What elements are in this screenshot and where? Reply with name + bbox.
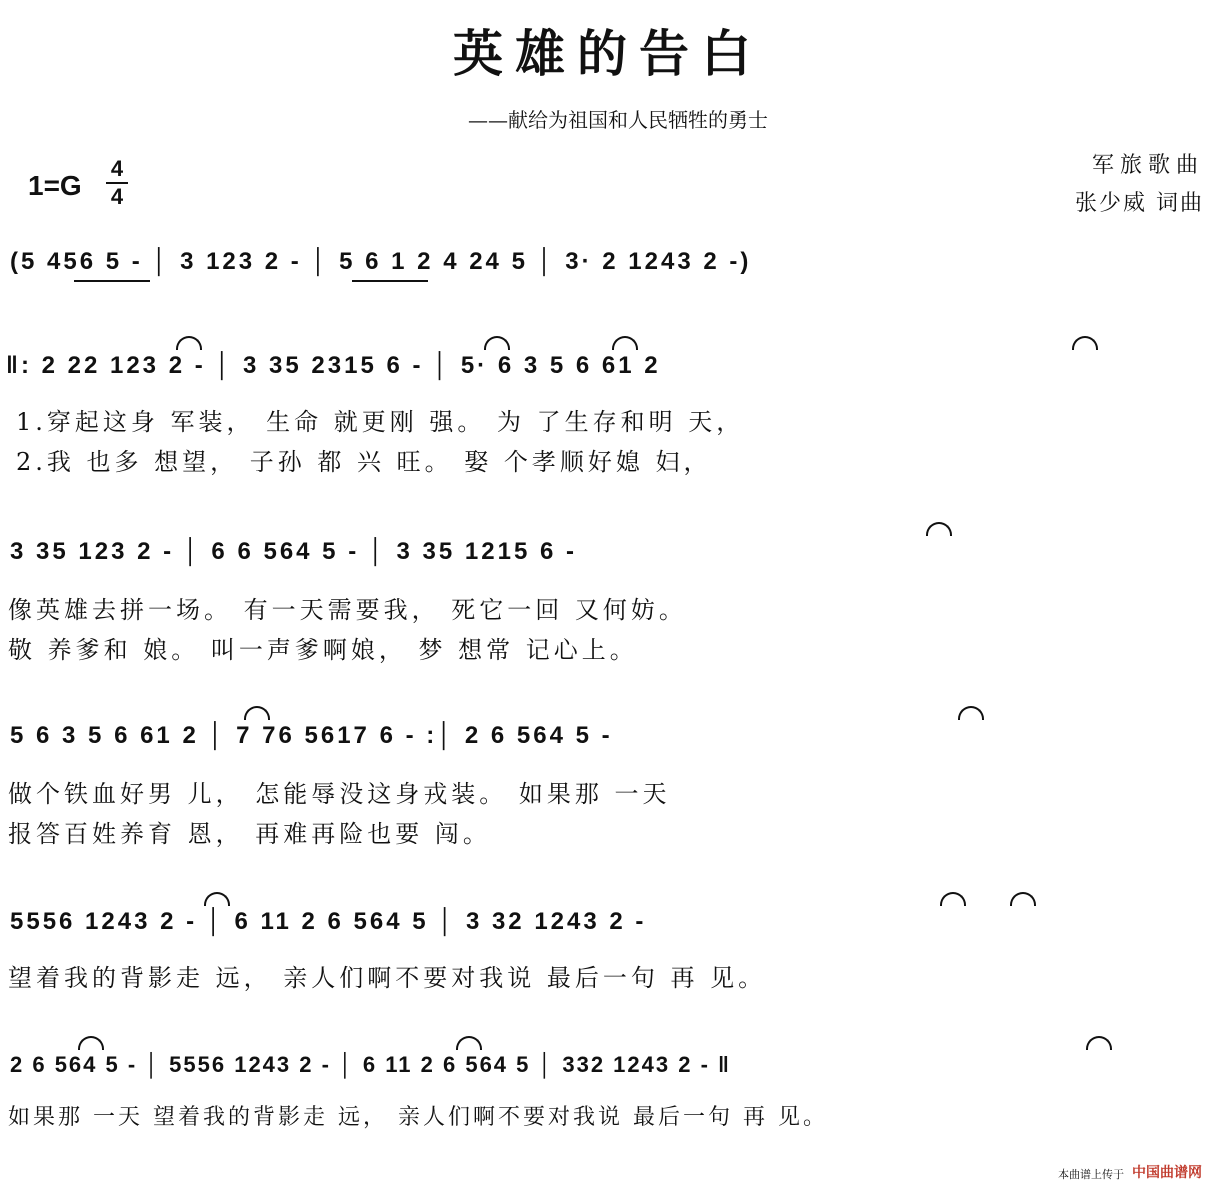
slur: [612, 336, 638, 350]
beam: [352, 280, 428, 282]
slur: [1072, 336, 1098, 350]
slur: [1086, 1036, 1112, 1050]
slur: [1010, 892, 1036, 906]
slur: [456, 1036, 482, 1050]
slur: [176, 336, 202, 350]
score-row-3-notes: 5 6 3 5 6 61 2 │ 7 76 5617 6 - :│ 2 6 564 5 -: [10, 722, 613, 749]
score-row-2-notes: 3 35 123 2 - │ 6 6 564 5 - │ 3 35 1215 6 -: [10, 538, 577, 565]
score-row-intro-notes: (5 456 5 - │ 3 123 2 - │ 5 6 1 2 4 24 5 │ 3· 2 1243 2 -): [10, 248, 752, 275]
lyrics-row-1-verse-1: 1.穿起这身 军装， 生命 就更刚 强。 为 了生存和明 天，: [16, 408, 745, 436]
slur: [78, 1036, 104, 1050]
beam: [74, 280, 150, 282]
slur: [940, 892, 966, 906]
site-logo: 中国曲谱网: [1132, 1164, 1202, 1180]
lyrics-row-4-verse-1: 望着我的背影走 远， 亲人们啊不要对我说 最后一句 再 见。: [8, 964, 767, 992]
lyrics-row-1-verse-2: 2.我 也多 想望， 子孙 都 兴 旺。 娶 个孝顺好媳 妇，: [16, 448, 712, 476]
song-title: 英雄的告白: [453, 24, 763, 83]
slur: [244, 706, 270, 720]
slur: [958, 706, 984, 720]
score-row-4-notes: 5556 1243 2 - │ 6 11 2 6 564 5 │ 3 32 1243 2 -: [10, 908, 647, 935]
time-signature-top: 4: [110, 156, 124, 181]
credit-author: 张少威 词曲: [1075, 191, 1204, 216]
credit-genre: 军旅歌曲: [1091, 153, 1204, 178]
slur: [204, 892, 230, 906]
time-signature: [106, 158, 128, 208]
lyrics-row-2-verse-1: 像英雄去拼一场。 有一天需要我， 死它一回 又何妨。: [8, 596, 687, 624]
lyrics-row-3-verse-2: 报答百姓养育 恩， 再难再险也要 闯。: [8, 820, 491, 848]
lyrics-row-5-verse-1: 如果那 一天 望着我的背影走 远， 亲人们啊不要对我说 最后一句 再 见。: [8, 1105, 828, 1130]
key-signature: 1=G: [28, 170, 82, 201]
song-subtitle: ——献给为祖国和人民牺牲的勇士: [468, 108, 768, 132]
slur: [926, 522, 952, 536]
score-row-5-notes: 2 6 564 5 - │ 5556 1243 2 - │ 6 11 2 6 564 5 │ 332 1243 2 - ‖: [10, 1052, 731, 1077]
upload-note: 本曲谱上传于: [1058, 1169, 1124, 1181]
slur: [484, 336, 510, 350]
time-signature-bottom: 4: [110, 184, 124, 209]
lyrics-row-2-verse-2: 敬 养爹和 娘。 叫一声爹啊娘， 梦 想常 记心上。: [8, 636, 638, 664]
score-row-1-notes: ‖: 2 22 123 2 - │ 3 35 2315 6 - │ 5· 6 3 5 6 61 2: [6, 352, 661, 379]
lyrics-row-3-verse-1: 做个铁血好男 儿， 怎能辱没这身戎装。 如果那 一天: [8, 780, 671, 808]
